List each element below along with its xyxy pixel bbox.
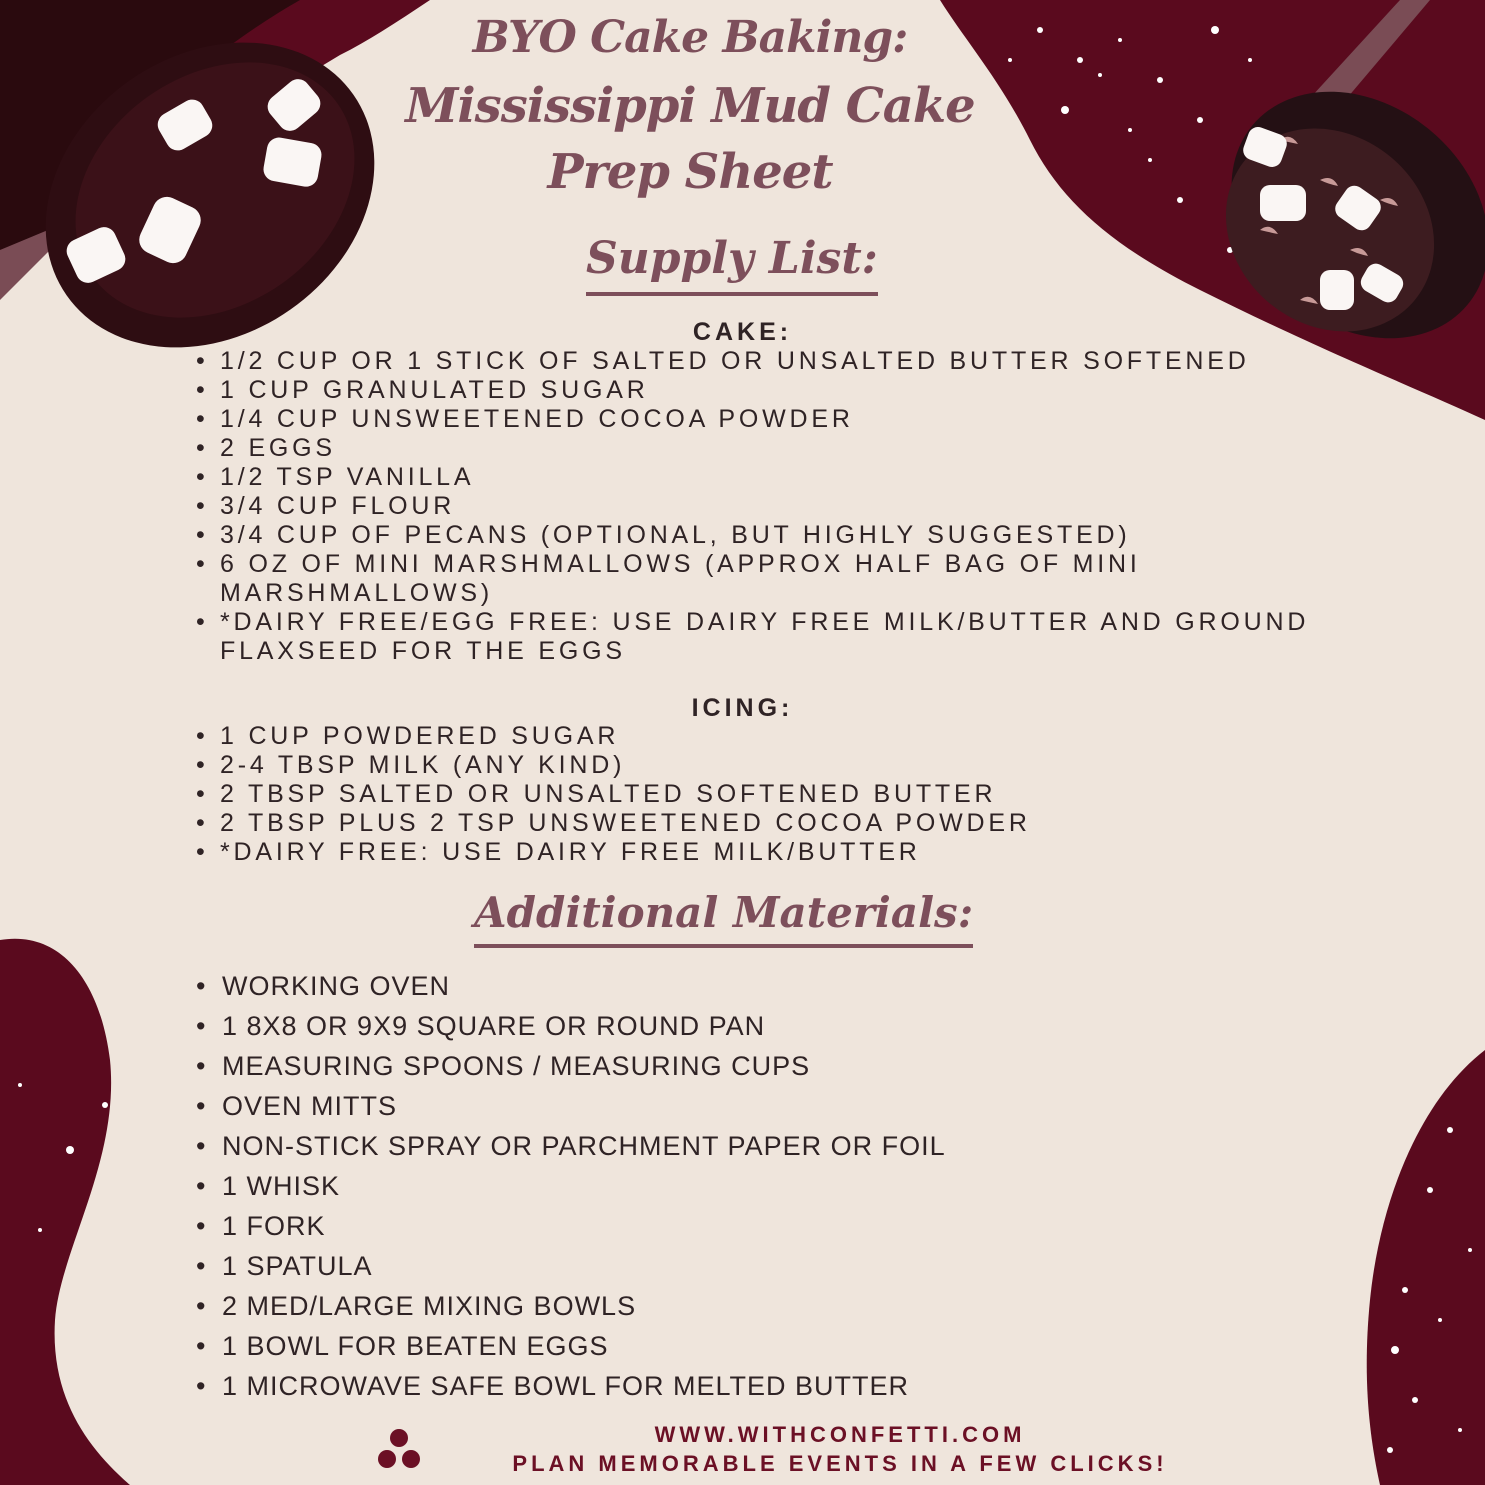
title-line-2: Mississippi Mud Cake bbox=[405, 78, 975, 134]
list-item: • 1 8X8 OR 9X9 SQUARE OR ROUND PAN bbox=[196, 1006, 1196, 1046]
icing-heading: ICING: bbox=[691, 694, 794, 722]
list-item: • 6 OZ OF MINI MARSHMALLOWS (APPROX HALF BAG OF MINI MARSHMALLOWS) bbox=[196, 550, 1316, 608]
list-item: • 2 TBSP PLUS 2 TSP UNSWEETENED COCOA POWDER bbox=[196, 809, 1316, 838]
list-item: • MEASURING SPOONS / MEASURING CUPS bbox=[196, 1046, 1196, 1086]
list-item: • 2-4 TBSP MILK (ANY KIND) bbox=[196, 751, 1316, 780]
list-item: • 2 TBSP SALTED OR UNSALTED SOFTENED BUTTER bbox=[196, 780, 1316, 809]
list-item: • *DAIRY FREE/EGG FREE: USE DAIRY FREE MILK/BUTTER AND GROUND FLAXSEED FOR THE EGGS bbox=[196, 608, 1316, 666]
list-item: • 1 MICROWAVE SAFE BOWL FOR MELTED BUTTER bbox=[196, 1366, 1196, 1406]
footer-url-link[interactable]: WWW.WITHCONFETTI.COM bbox=[654, 1422, 1026, 1447]
list-item: • *DAIRY FREE: USE DAIRY FREE MILK/BUTTER bbox=[196, 838, 1316, 867]
list-item: • OVEN MITTS bbox=[196, 1086, 1196, 1126]
list-item: • 1/2 TSP VANILLA bbox=[196, 463, 1316, 492]
footer-tagline: PLAN MEMORABLE EVENTS IN A FEW CLICKS! bbox=[512, 1451, 1168, 1476]
list-item: • 1 WHISK bbox=[196, 1166, 1196, 1206]
cake-heading: CAKE: bbox=[692, 318, 793, 346]
list-item: • 2 EGGS bbox=[196, 434, 1316, 463]
list-item: • 1 CUP POWDERED SUGAR bbox=[196, 722, 1316, 751]
list-item: • 1 SPATULA bbox=[196, 1246, 1196, 1286]
list-item: • NON-STICK SPRAY OR PARCHMENT PAPER OR FOIL bbox=[196, 1126, 1196, 1166]
icing-ingredient-list bbox=[196, 722, 1316, 867]
materials-list bbox=[196, 966, 1196, 1406]
supply-list-heading: Supply List: bbox=[586, 228, 878, 296]
list-item: • WORKING OVEN bbox=[196, 966, 1196, 1006]
title-line-3: Prep Sheet bbox=[547, 144, 833, 200]
list-item: • 1 BOWL FOR BEATEN EGGS bbox=[196, 1326, 1196, 1366]
list-item: • 1/2 CUP OR 1 STICK OF SALTED OR UNSALTED BUTTER SOFTENED bbox=[196, 347, 1316, 376]
cake-ingredient-list bbox=[196, 347, 1316, 666]
list-item: • 3/4 CUP OF PECANS (OPTIONAL, BUT HIGHLY SUGGESTED) bbox=[196, 521, 1316, 550]
list-item: • 1/4 CUP UNSWEETENED COCOA POWDER bbox=[196, 405, 1316, 434]
list-item: • 1 CUP GRANULATED SUGAR bbox=[196, 376, 1316, 405]
title-line-1: BYO Cake Baking: bbox=[472, 12, 908, 63]
footer bbox=[440, 1420, 1240, 1478]
additional-materials-heading: Additional Materials: bbox=[474, 884, 973, 948]
list-item: • 3/4 CUP FLOUR bbox=[196, 492, 1316, 521]
confetti-logo-icon bbox=[376, 1428, 422, 1470]
list-item: • 2 MED/LARGE MIXING BOWLS bbox=[196, 1286, 1196, 1326]
list-item: • 1 FORK bbox=[196, 1206, 1196, 1246]
